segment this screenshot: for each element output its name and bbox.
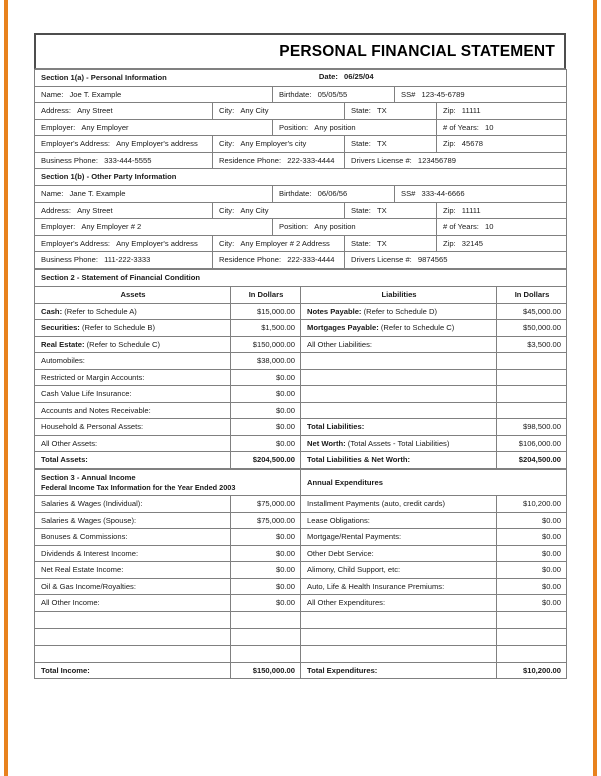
other-name-label: Name: [41, 189, 64, 199]
other-ssn-label: SS# [401, 189, 416, 199]
liability-bold-label: Total Liabilities: [307, 422, 365, 432]
liabilities-dollars-column-header: In Dollars [497, 286, 567, 303]
liability-note: (Refer to Schedule D) [363, 306, 438, 316]
section-1a-heading-cell [35, 70, 567, 87]
table-row [35, 578, 567, 594]
total-assets-label: Total Assets: [35, 452, 231, 468]
document-title-banner [34, 33, 566, 69]
other-name-cell[interactable] [35, 186, 273, 202]
asset-amount[interactable]: $0.00 [231, 435, 301, 451]
income-label[interactable] [35, 611, 231, 628]
asset-label-cell[interactable] [35, 353, 231, 369]
employer-zip-value: 45678 [461, 139, 483, 149]
asset-amount[interactable]: $15,000.00 [231, 303, 301, 319]
income-label[interactable] [35, 628, 231, 645]
table-row [35, 336, 567, 352]
other-employer-zip-label: Zip: [443, 238, 456, 248]
address-cell[interactable] [35, 103, 213, 119]
state-label: State: [351, 106, 371, 116]
other-employer-label: Employer: [41, 222, 76, 232]
employer-cell[interactable] [35, 119, 273, 135]
years-cell[interactable] [437, 119, 567, 135]
section-2-table [34, 269, 567, 469]
page-title: PERSONAL FINANCIAL STATEMENT [279, 42, 555, 60]
asset-label-cell[interactable] [35, 402, 231, 418]
employer-state-label: State: [351, 139, 371, 149]
section-1a-phone-row [35, 152, 567, 168]
other-employer-city-label: City: [219, 238, 235, 248]
liability-amount[interactable] [497, 386, 567, 402]
table-row [35, 529, 567, 545]
position-cell[interactable] [273, 119, 437, 135]
income-amount[interactable] [231, 645, 301, 662]
expenditure-amount[interactable]: $0.00 [497, 578, 567, 594]
expenditure-label[interactable]: Other Debt Service: [301, 545, 497, 561]
liability-amount[interactable]: $106,000.00 [497, 435, 567, 451]
other-birthdate-cell[interactable] [273, 186, 395, 202]
employer-address-label: Employer's Address: [41, 139, 110, 149]
table-row [35, 611, 567, 628]
right-accent-stripe [593, 0, 597, 776]
business-phone-cell[interactable] [35, 152, 213, 168]
asset-note: (Refer to Schedule C) [86, 339, 161, 349]
other-years-label: # of Years: [443, 222, 479, 232]
liability-note: (Refer to Schedule C) [380, 323, 455, 333]
birthdate-cell[interactable] [273, 87, 395, 103]
section-1b-employer-address-row [35, 235, 567, 251]
other-employer-address-cell[interactable] [35, 235, 213, 251]
total-expenditures-amount: $10,200.00 [497, 662, 567, 678]
date-label: Date: [318, 72, 338, 82]
expenditure-label[interactable]: Mortgage/Rental Payments: [301, 529, 497, 545]
employer-city-cell[interactable] [213, 136, 345, 152]
table-row [35, 595, 567, 611]
asset-label-cell[interactable] [35, 369, 231, 385]
asset-label-cell[interactable] [35, 320, 231, 336]
liability-bold-label: Notes Payable: [307, 306, 362, 316]
other-employer-cell[interactable] [35, 219, 273, 235]
other-zip-cell[interactable] [437, 202, 567, 218]
expenditure-amount[interactable]: $0.00 [497, 562, 567, 578]
drivers-license-label: Drivers License #: [351, 155, 412, 165]
liability-label-cell[interactable] [301, 353, 497, 369]
date-value: 06/25/04 [344, 72, 374, 82]
expenditure-label[interactable]: Lease Obligations: [301, 512, 497, 528]
income-label[interactable] [35, 645, 231, 662]
asset-amount[interactable]: $38,000.00 [231, 353, 301, 369]
asset-note: Cash Value Life Insurance: [41, 389, 132, 399]
table-row [35, 369, 567, 385]
other-drivers-license-cell[interactable] [345, 252, 567, 268]
other-years-value: 10 [485, 222, 494, 232]
employer-zip-cell[interactable] [437, 136, 567, 152]
liability-amount[interactable]: $98,500.00 [497, 419, 567, 435]
asset-note: All Other Assets: [41, 438, 98, 448]
table-row [35, 419, 567, 435]
other-address-value: Any Street [77, 205, 113, 215]
financial-statement-page [34, 33, 566, 679]
liability-amount[interactable] [497, 402, 567, 418]
income-amount[interactable] [231, 611, 301, 628]
liability-label-cell[interactable] [301, 419, 497, 435]
income-amount[interactable]: $0.00 [231, 529, 301, 545]
section-1a-header-row [35, 70, 567, 87]
other-business-phone-value: 111-222-3333 [104, 255, 151, 265]
other-city-label: City: [219, 205, 235, 215]
asset-note: Accounts and Notes Receivable: [41, 405, 151, 415]
other-employer-city-cell[interactable] [213, 235, 345, 251]
liability-label-cell[interactable] [301, 336, 497, 352]
other-ssn-cell[interactable] [395, 186, 567, 202]
total-expenditures-label: Total Expenditures: [301, 662, 497, 678]
income-label[interactable]: Dividends & Interest Income: [35, 545, 231, 561]
other-employer-value: Any Employer # 2 [81, 222, 142, 232]
income-label[interactable]: Net Real Estate Income: [35, 562, 231, 578]
section-1a-employer-address-row [35, 136, 567, 152]
years-value: 10 [485, 122, 494, 132]
expenditure-amount[interactable] [497, 628, 567, 645]
income-label[interactable]: Bonuses & Commissions: [35, 529, 231, 545]
section-1b-employer-row [35, 219, 567, 235]
employer-city-value: Any Employer's city [240, 139, 307, 149]
liability-bold-label: Mortgages Payable: [307, 323, 379, 333]
ssn-label: SS# [401, 90, 416, 99]
employer-address-value: Any Employer's address [116, 139, 198, 149]
name-label: Name: [41, 90, 64, 99]
other-drivers-license-label: Drivers License #: [351, 255, 412, 265]
employer-label: Employer: [41, 122, 76, 132]
section-1a-name-row [35, 87, 567, 103]
expenditure-amount[interactable] [497, 645, 567, 662]
other-zip-label: Zip: [443, 205, 456, 215]
liability-amount[interactable] [497, 353, 567, 369]
expenditure-label[interactable]: Alimony, Child Support, etc: [301, 562, 497, 578]
other-position-label: Position: [279, 222, 309, 232]
left-accent-stripe [4, 0, 8, 776]
table-row [35, 353, 567, 369]
total-liabilities-networth-amount: $204,500.00 [497, 452, 567, 468]
asset-note: (Refer to Schedule B) [81, 323, 155, 333]
employer-state-value: TX [376, 139, 387, 149]
other-years-cell[interactable] [437, 219, 567, 235]
other-position-cell[interactable] [273, 219, 437, 235]
section-1b-header-row [35, 169, 567, 186]
other-address-label: Address: [41, 205, 71, 215]
other-ssn-value: 333-44-6666 [421, 189, 465, 199]
income-amount[interactable]: $75,000.00 [231, 512, 301, 528]
asset-label-cell[interactable] [35, 435, 231, 451]
address-value: Any Street [77, 106, 113, 116]
other-residence-phone-value: 222-333-4444 [287, 255, 335, 265]
other-business-phone-cell[interactable] [35, 252, 213, 268]
section-1a-address-row [35, 103, 567, 119]
employer-city-label: City: [219, 139, 235, 149]
expenditure-amount[interactable]: $0.00 [497, 595, 567, 611]
asset-label-cell[interactable] [35, 386, 231, 402]
table-row [35, 645, 567, 662]
income-label[interactable]: All Other Income: [35, 595, 231, 611]
table-row [35, 435, 567, 451]
state-cell[interactable] [345, 103, 437, 119]
other-state-value: TX [376, 205, 387, 215]
asset-label-cell[interactable] [35, 336, 231, 352]
table-row [35, 562, 567, 578]
liability-bold-label: Net Worth: [307, 438, 346, 448]
asset-amount[interactable]: $0.00 [231, 369, 301, 385]
liability-amount[interactable]: $50,000.00 [497, 320, 567, 336]
section-3-table [34, 469, 567, 679]
years-label: # of Years: [443, 122, 479, 132]
table-row [35, 496, 567, 512]
liability-note: (Total Assets - Total Liabilities) [347, 438, 450, 448]
liability-label-cell[interactable] [301, 303, 497, 319]
other-employer-state-cell[interactable] [345, 235, 437, 251]
income-amount[interactable]: $0.00 [231, 595, 301, 611]
ssn-cell[interactable] [395, 87, 567, 103]
residence-phone-value: 222-333-4444 [287, 155, 335, 165]
other-employer-address-label: Employer's Address: [41, 238, 110, 248]
liability-amount[interactable]: $45,000.00 [497, 303, 567, 319]
section-1b-name-row [35, 186, 567, 202]
section-3-heading-cell [35, 469, 301, 496]
address-label: Address: [41, 106, 71, 116]
income-label[interactable]: Salaries & Wages (Individual): [35, 496, 231, 512]
other-employer-address-value: Any Employer's address [116, 238, 198, 248]
table-row [35, 628, 567, 645]
table-row [35, 320, 567, 336]
other-business-phone-label: Business Phone: [41, 255, 98, 265]
other-position-value: Any position [314, 222, 356, 232]
total-income-label: Total Income: [35, 662, 231, 678]
income-amount[interactable] [231, 628, 301, 645]
total-liabilities-networth-label: Total Liabilities & Net Worth: [301, 452, 497, 468]
expenditure-label[interactable] [301, 611, 497, 628]
other-zip-value: 11111 [461, 205, 481, 215]
expenditure-label[interactable]: Auto, Life & Health Insurance Premiums: [301, 578, 497, 594]
name-value: Joe T. Example [69, 90, 122, 99]
section-2-column-header-row [35, 286, 567, 303]
other-residence-phone-label: Residence Phone: [219, 255, 282, 265]
state-value: TX [376, 106, 387, 116]
table-row [35, 545, 567, 561]
drivers-license-cell[interactable] [345, 152, 567, 168]
other-birthdate-value: 06/06/56 [317, 189, 348, 199]
residence-phone-cell[interactable] [213, 152, 345, 168]
liability-note: All Other Liabilities: [307, 339, 372, 349]
liability-label-cell[interactable] [301, 386, 497, 402]
section-2-totals-row [35, 452, 567, 468]
expenditure-amount[interactable] [497, 611, 567, 628]
other-name-value: Jane T. Example [69, 189, 126, 199]
other-city-cell[interactable] [213, 202, 345, 218]
income-amount[interactable]: $75,000.00 [231, 496, 301, 512]
employer-address-cell[interactable] [35, 136, 213, 152]
expenditure-amount[interactable]: $10,200.00 [497, 496, 567, 512]
liability-label-cell[interactable] [301, 320, 497, 336]
income-amount[interactable]: $0.00 [231, 562, 301, 578]
asset-amount[interactable]: $0.00 [231, 386, 301, 402]
asset-label-cell[interactable] [35, 419, 231, 435]
name-cell[interactable] [35, 87, 273, 103]
birthdate-label: Birthdate: [279, 90, 312, 99]
other-residence-phone-cell[interactable] [213, 252, 345, 268]
table-row [35, 512, 567, 528]
section-3-totals-row [35, 662, 567, 678]
zip-cell[interactable] [437, 103, 567, 119]
section-3-subheading: Federal Income Tax Information for the Year Ended 2003 [41, 483, 236, 493]
birthdate-value: 05/05/55 [317, 90, 348, 99]
section-2-heading: Section 2 - Statement of Financial Condition [35, 269, 567, 286]
expenditure-label[interactable]: All Other Expenditures: [301, 595, 497, 611]
position-label: Position: [279, 122, 309, 132]
position-value: Any position [314, 122, 356, 132]
city-value: Any City [240, 106, 269, 116]
section-1a-employer-row [35, 119, 567, 135]
other-state-label: State: [351, 205, 371, 215]
asset-amount[interactable]: $0.00 [231, 419, 301, 435]
asset-amount[interactable]: $150,000.00 [231, 336, 301, 352]
ssn-value: 123-45-6789 [421, 90, 465, 99]
other-employer-zip-cell[interactable] [437, 235, 567, 251]
asset-note: Restricted or Margin Accounts: [41, 372, 145, 382]
asset-note: Household & Personal Assets: [41, 422, 144, 432]
section-3-header-row [35, 469, 567, 496]
city-cell[interactable] [213, 103, 345, 119]
other-employer-state-label: State: [351, 238, 371, 248]
liability-amount[interactable] [497, 369, 567, 385]
annual-expenditures-heading: Annual Expenditures [301, 469, 567, 496]
asset-note: Automobiles: [41, 356, 85, 366]
section-1b-phone-row [35, 252, 567, 268]
section-2-header-row [35, 269, 567, 286]
employer-zip-label: Zip: [443, 139, 456, 149]
liability-label-cell[interactable] [301, 369, 497, 385]
expenditure-amount[interactable]: $0.00 [497, 529, 567, 545]
residence-phone-label: Residence Phone: [219, 155, 282, 165]
total-assets-amount: $204,500.00 [231, 452, 301, 468]
other-state-cell[interactable] [345, 202, 437, 218]
table-row [35, 386, 567, 402]
section-3-heading: Section 3 - Annual Income [41, 472, 136, 482]
section-1a-table [34, 69, 567, 269]
expenditure-amount[interactable]: $0.00 [497, 512, 567, 528]
asset-amount[interactable]: $1,500.00 [231, 320, 301, 336]
liability-label-cell[interactable] [301, 402, 497, 418]
date-field [319, 72, 374, 81]
employer-value: Any Employer [81, 122, 129, 132]
other-employer-state-value: TX [376, 238, 387, 248]
expenditure-label[interactable] [301, 628, 497, 645]
income-label[interactable]: Oil & Gas Income/Royalties: [35, 578, 231, 594]
liability-amount[interactable]: $3,500.00 [497, 336, 567, 352]
total-income-amount: $150,000.00 [231, 662, 301, 678]
drivers-license-value: 123456789 [417, 155, 456, 165]
zip-label: Zip: [443, 106, 456, 116]
expenditure-label[interactable] [301, 645, 497, 662]
employer-state-cell[interactable] [345, 136, 437, 152]
liabilities-column-header: Liabilities [301, 286, 497, 303]
section-1a-heading: Section 1(a) - Personal Information [41, 73, 167, 83]
asset-label-cell[interactable] [35, 303, 231, 319]
section-1b-address-row [35, 202, 567, 218]
assets-dollars-column-header: In Dollars [231, 286, 301, 303]
expenditure-amount[interactable]: $0.00 [497, 545, 567, 561]
business-phone-label: Business Phone: [41, 155, 98, 165]
table-row [35, 303, 567, 319]
assets-column-header: Assets [35, 286, 231, 303]
city-label: City: [219, 106, 235, 116]
expenditure-label[interactable]: Installment Payments (auto, credit cards) [301, 496, 497, 512]
income-amount[interactable]: $0.00 [231, 578, 301, 594]
asset-bold-label: Real Estate: [41, 339, 85, 349]
other-birthdate-label: Birthdate: [279, 189, 312, 199]
other-drivers-license-value: 9874565 [417, 255, 448, 265]
income-amount[interactable]: $0.00 [231, 545, 301, 561]
table-row [35, 402, 567, 418]
asset-bold-label: Cash: [41, 306, 63, 316]
income-label[interactable]: Salaries & Wages (Spouse): [35, 512, 231, 528]
asset-amount[interactable]: $0.00 [231, 402, 301, 418]
liability-label-cell[interactable] [301, 435, 497, 451]
other-employer-city-value: Any Employer # 2 Address [240, 238, 330, 248]
asset-note: (Refer to Schedule A) [64, 306, 137, 316]
other-employer-zip-value: 32145 [461, 238, 483, 248]
business-phone-value: 333-444-5555 [104, 155, 152, 165]
other-city-value: Any City [240, 205, 269, 215]
other-address-cell[interactable] [35, 202, 213, 218]
section-1b-heading: Section 1(b) - Other Party Information [35, 169, 567, 186]
asset-bold-label: Securities: [41, 323, 80, 333]
zip-value: 11111 [461, 106, 481, 116]
